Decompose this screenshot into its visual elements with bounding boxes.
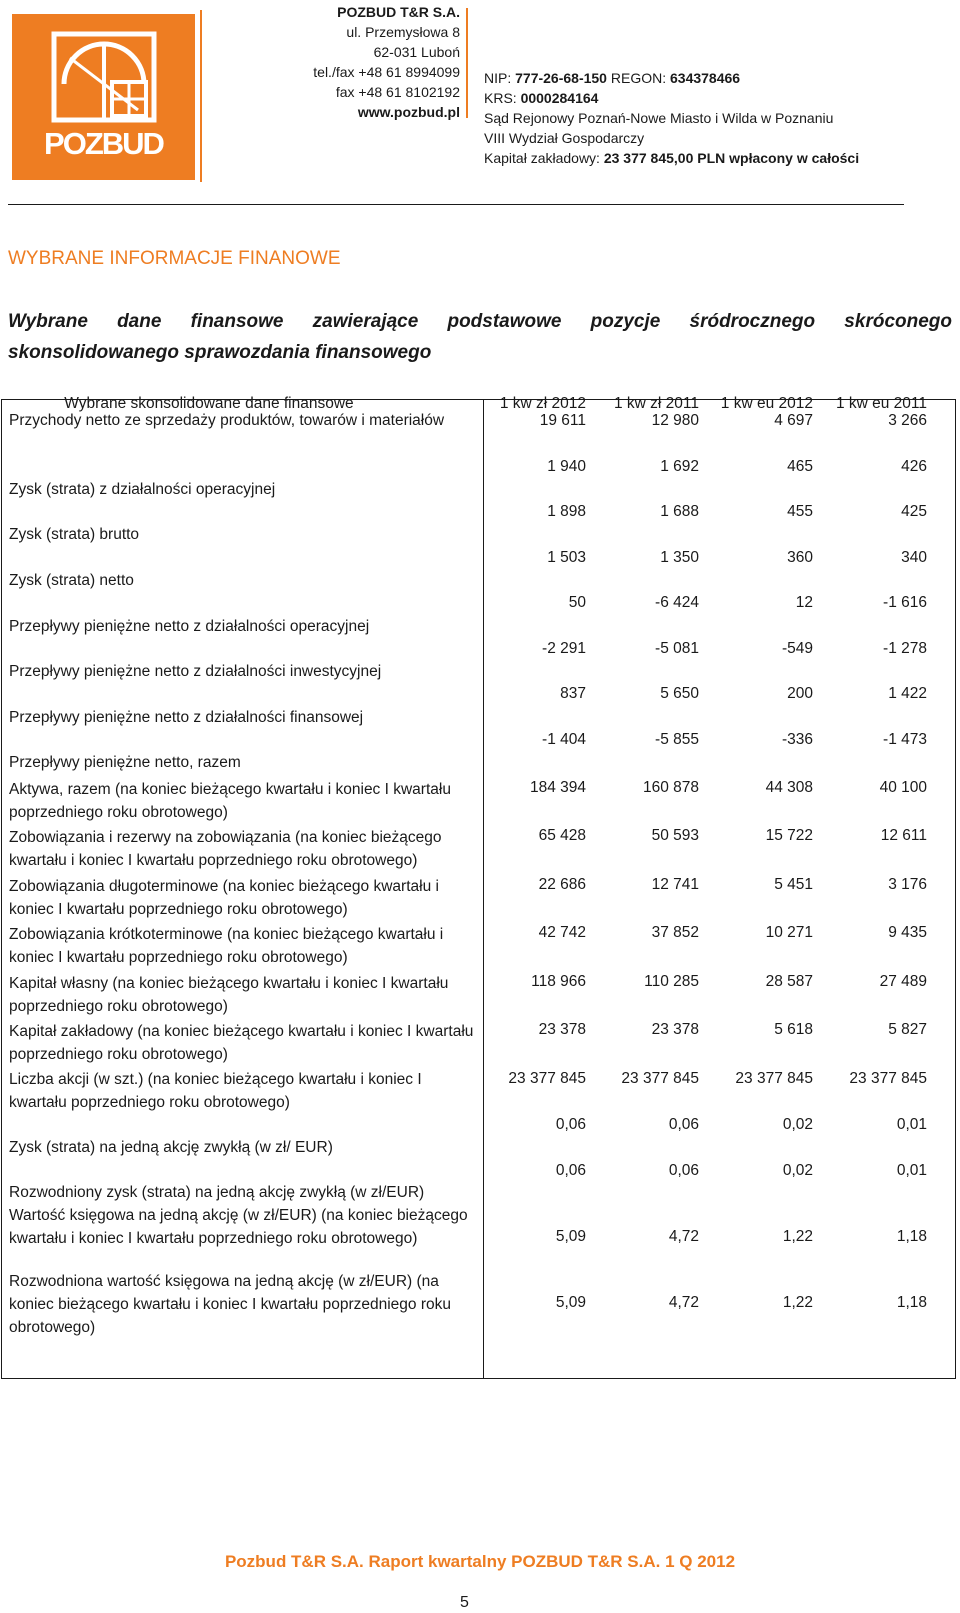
row-value: 3 266: [888, 412, 927, 429]
row-label: Rozwodniony zysk (strata) na jedną akcję zwykłą (w zł/EUR): [9, 1184, 425, 1201]
division-line: VIII Wydział Gospodarczy: [484, 130, 645, 146]
company-name: POZBUD T&R S.A.: [337, 4, 460, 20]
registry-info: [484, 68, 859, 168]
row-value: 12 980: [651, 412, 699, 429]
table-header-label: Wybrane skonsolidowane dane finansowe: [64, 395, 354, 412]
row-label: Przepływy pieniężne netto z działalności finansowej: [9, 709, 364, 726]
row-label: Zysk (strata) na jedną akcję zwykłą (w zł/ EUR): [9, 1139, 333, 1156]
row-value: 340: [901, 549, 927, 566]
row-value: 455: [787, 503, 813, 520]
row-value: 40 100: [879, 779, 927, 796]
regon-value: 634378466: [670, 70, 741, 86]
row-value: 1,22: [782, 1294, 813, 1311]
row-value: 5,09: [555, 1228, 586, 1245]
row-value: 23 377 845: [621, 1070, 699, 1087]
row-value: 0,06: [668, 1116, 699, 1133]
address-city: 62-031 Luboń: [373, 44, 460, 60]
krs-label: KRS:: [484, 90, 517, 106]
row-value: -1 404: [542, 731, 586, 748]
nip-label: NIP:: [484, 70, 512, 86]
row-value: 360: [787, 549, 813, 566]
row-label: Zysk (strata) netto: [9, 572, 134, 589]
row-value: 118 966: [531, 973, 586, 990]
row-label: Zysk (strata) z działalności operacyjnej: [9, 481, 276, 498]
row-label: Zobowiązania długoterminowe (na koniec bieżącego kwartału i koniec I kwartału poprzedniego roku obrotowego): [9, 878, 439, 918]
page-footer: Pozbud T&R S.A. Raport kwartalny POZBUD T&R S.A. 1 Q 2012: [224, 1552, 736, 1571]
row-value: 837: [560, 685, 586, 702]
row-value: 110 285: [644, 973, 699, 990]
row-value: 23 378: [651, 1021, 699, 1038]
row-value: -2 291: [542, 640, 586, 657]
row-value: 0,06: [555, 1162, 586, 1179]
row-value: 4,72: [668, 1294, 699, 1311]
website-link[interactable]: www.pozbud.pl: [357, 104, 460, 120]
row-label: Kapitał zakładowy (na koniec bieżącego kwartału i koniec I kwartału poprzedniego roku obrotowego): [9, 1023, 474, 1063]
row-value: 1,18: [896, 1294, 927, 1311]
row-value: 65 428: [538, 827, 586, 844]
page-number: 5: [460, 1594, 469, 1611]
court-line: Sąd Rejonowy Poznań-Nowe Miasto i Wilda w Poznaniu: [484, 110, 834, 126]
row-value: 23 377 845: [849, 1070, 927, 1087]
row-label: Przepływy pieniężne netto, razem: [9, 754, 241, 771]
row-value: 10 271: [765, 924, 813, 941]
row-value: 27 489: [879, 973, 927, 990]
row-value: 0,01: [896, 1162, 927, 1179]
company-address: [280, 2, 460, 122]
row-value: 37 852: [651, 924, 699, 941]
subtitle-line-1: Wybrane dane finansowe zawierające podstawowe pozycje śródrocznego skróconego: [8, 311, 952, 332]
capital-label: Kapitał zakładowy:: [484, 150, 600, 166]
row-value: 200: [787, 685, 813, 702]
column-header: 1 kw eu 2012: [720, 395, 813, 412]
subtitle-line-2: skonsolidowanego sprawozdania finansowego: [8, 342, 432, 363]
row-value: 12 611: [880, 827, 927, 844]
address-street: ul. Przemysłowa 8: [346, 24, 460, 40]
row-value: 9 435: [888, 924, 927, 941]
row-label: Zobowiązania krótkoterminowe (na koniec bieżącego kwartału i koniec I kwartału poprzedniego roku obrotowego): [9, 926, 444, 966]
regon-label: REGON:: [610, 70, 667, 86]
financial-data-table: [1, 395, 956, 1379]
row-value: 19 611: [539, 412, 586, 429]
row-value: 1,18: [896, 1228, 927, 1245]
address-divider: [466, 8, 468, 118]
row-value: 12 741: [651, 876, 699, 893]
row-value: 1 940: [547, 458, 586, 475]
row-value: 1 898: [547, 503, 586, 520]
row-value: 1 350: [660, 549, 699, 566]
row-value: -1 473: [883, 731, 927, 748]
row-value: 28 587: [765, 973, 813, 990]
row-value: 1 688: [660, 503, 699, 520]
row-label: Wartość księgowa na jedną akcję (w zł/EUR) (na koniec bieżącego kwartału i koniec I kwartału poprzedniego roku obrotowego): [9, 1207, 468, 1247]
row-value: 5 827: [888, 1021, 927, 1038]
row-value: 160 878: [642, 779, 699, 796]
row-value: 42 742: [538, 924, 586, 941]
row-value: 184 394: [529, 779, 586, 796]
row-value: 5 650: [660, 685, 699, 702]
row-value: 465: [787, 458, 813, 475]
section-title: WYBRANE INFORMACJE FINANOWE: [8, 248, 341, 269]
logo-wordmark: POZBUD: [44, 126, 163, 161]
row-value: 0,02: [782, 1162, 813, 1179]
row-value: 0,06: [668, 1162, 699, 1179]
row-value: 1,22: [782, 1228, 813, 1245]
company-logo: [12, 14, 195, 180]
row-label: Aktywa, razem (na koniec bieżącego kwartału i koniec I kwartału poprzedniego roku obrotowego): [9, 781, 451, 821]
capital-value: 23 377 845,00 PLN wpłacony w całości: [603, 150, 860, 166]
row-value: 425: [901, 503, 927, 520]
column-header: 1 kw zł 2011: [613, 395, 699, 412]
document-subtitle: [8, 306, 952, 368]
row-label: Kapitał własny (na koniec bieżącego kwartału i koniec I kwartału poprzedniego roku obrotowego): [9, 975, 449, 1015]
row-value: 50: [568, 594, 586, 611]
row-value: 1 692: [660, 458, 699, 475]
header-rule: [8, 204, 904, 205]
row-label: Zysk (strata) brutto: [9, 526, 140, 543]
row-value: -5 081: [655, 640, 699, 657]
row-value: 44 308: [765, 779, 813, 796]
row-value: 4,72: [668, 1228, 699, 1245]
row-label: Przepływy pieniężne netto z działalności inwestycyjnej: [9, 663, 382, 680]
row-value: 22 686: [538, 876, 586, 893]
row-label: Liczba akcji (w szt.) (na koniec bieżącego kwartału i koniec I kwartału poprzedniego roku obrotowego): [9, 1071, 422, 1111]
address-fax: fax +48 61 8102192: [335, 84, 460, 100]
row-value: 5,09: [555, 1294, 586, 1311]
row-value: 23 377 845: [735, 1070, 813, 1087]
row-label: Przepływy pieniężne netto z działalności operacyjnej: [9, 618, 370, 635]
row-value: 426: [901, 458, 927, 475]
row-value: -336: [781, 731, 813, 748]
krs-line: [484, 88, 859, 108]
row-value: 15 722: [765, 827, 813, 844]
row-value: 23 378: [538, 1021, 586, 1038]
row-value: 50 593: [651, 827, 699, 844]
column-header: 1 kw zł 2012: [499, 395, 586, 412]
capital-line: [484, 148, 859, 168]
row-value: -5 855: [655, 731, 699, 748]
row-value: 4 697: [774, 412, 813, 429]
row-value: 5 451: [774, 876, 813, 893]
row-value: 5 618: [774, 1021, 813, 1038]
logo-divider: [200, 10, 202, 182]
row-value: 1 422: [888, 685, 927, 702]
address-tel: tel./fax +48 61 8994099: [313, 64, 460, 80]
row-value: 0,06: [555, 1116, 586, 1133]
nip-regon-line: [484, 68, 859, 88]
row-value: 3 176: [888, 876, 927, 893]
row-value: 1 503: [547, 549, 586, 566]
row-value: 0,01: [896, 1116, 927, 1133]
nip-value: 777-26-68-150: [515, 70, 607, 86]
row-value: -1 278: [883, 640, 927, 657]
column-header: 1 kw eu 2011: [835, 395, 927, 412]
row-label: Przychody netto ze sprzedaży produktów, towarów i materiałów: [9, 412, 445, 429]
row-value: 0,02: [782, 1116, 813, 1133]
row-value: -1 616: [883, 594, 927, 611]
row-label: Rozwodniona wartość księgowa na jedną akcję (w zł/EUR) (na koniec bieżącego kwartału i koniec I kwartału poprzedniego roku obrotowego): [9, 1273, 451, 1336]
row-label: Zobowiązania i rezerwy na zobowiązania (na koniec bieżącego kwartału i koniec I kwartału poprzedniego roku obrotowego): [9, 829, 442, 869]
row-value: 23 377 845: [508, 1070, 586, 1087]
row-value: 12: [795, 594, 813, 611]
row-value: -6 424: [655, 594, 699, 611]
krs-value: 0000284164: [520, 90, 599, 106]
row-value: -549: [781, 640, 813, 657]
